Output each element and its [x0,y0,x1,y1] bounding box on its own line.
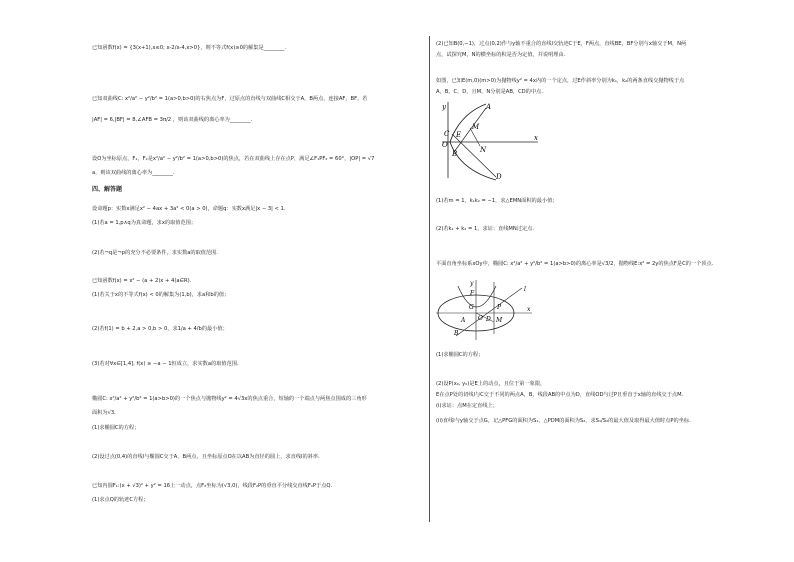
question-hyperbola-1: 已知双曲线C: x²/a² − y²/b² = 1(a>0,b>0)的右焦点为F，过原点的直线与双曲线C相交于A，B两点，连接AF，BF，若 [92,96,368,102]
fig1-label-x: x [534,134,538,142]
section-heading: 四、解答题 [92,186,123,193]
question-hyperbola-1b: |AF| = 6,|BF| = 8,∠AFB = 3π/2 ，则该双曲线的离心率为________. [92,117,253,123]
fig2-label-x: x [527,306,531,313]
fig2-label-f: F [470,290,475,297]
fig2-label-o: O [478,315,483,322]
fig2-label-a: A [461,317,466,324]
problem-6-part-2-ii: (ii)直线l与y轴交于点G，记△PFG的面积为S₁，△PDM的面积为S₂，求S₁/S₂的最大值及取得最大值时点P的坐标. [436,418,691,424]
fig2-label-y: y [470,280,474,287]
fig2-label-p: P [497,304,502,311]
problem-5-cont: A，B，C，D，且M，N分别是AB，CD的中点. [436,89,543,95]
fig1-label-d: D [496,173,502,181]
question-hyperbola-2: 设O为坐标原点，F₁，F₂是x²/a² − y²/b² = 1(a>0,b>0)的焦点，若在双曲线上存在点P，满足∠F₁PF₂ = 60°，|OP| = √7 [92,156,375,162]
problem-4: 已知内圆F₁:(x + √3)² + y² = 16上一动点，点F₂坐标为(√3,0)，线段F₂P的垂直平分线交直线F₁P于点Q. [92,483,333,489]
problem-4-part-2-cont: 点，试探究M，N的横坐标的积是否为定值，并说明理由. [436,52,566,58]
problem-6: 平面直角坐标系xOy中，椭圆C: x²/a² + y²/b² = 1(a>b>0)的离心率是√3/2，抛物线E:x² = 2y的焦点F是C的一个顶点. [436,261,714,267]
problem-3-part-2: (2)设过点(0,4)的直线l与椭圆C交于A，B两点，且坐标原点O在以AB为直径的圆上，求直线l的斜率. [92,454,320,460]
problem-5-part-2: (2)若k₁ + k₂ = 1，求证：直线MN过定点. [436,226,534,232]
problem-2: 已知函数f(x) = x² − (a + 2)x + 4(a∈R). [92,278,192,284]
problem-6-part-1: (1)求椭圆C的方程； [436,352,484,358]
problem-6-part-2: (2)设P(x₀, y₀)是E上的动点，且位于第一象限， [436,381,546,387]
fig2-label-d: D [486,316,491,323]
fig2-label-g: G [469,304,474,311]
question-hyperbola-2b: a，则该双曲线的离心率为________. [92,170,175,176]
fig2-label-b: B [454,330,459,337]
fig2-label-m: M [496,317,503,324]
problem-2-part-1: (1)若关于x的不等式f(x) < 0的解集为(1,b)，求a和b的值； [92,292,230,298]
problem-5-part-1: (1)若m = 1，k₁k₂ = −1，求△EMN面积的最小值； [436,198,558,204]
problem-3-part-1: (1)求椭圆C的方程； [92,425,140,431]
problem-4-part-1: (1)求点Q的轨迹C方程； [92,497,149,503]
problem-5: 如图，已知E(m,0)(m>0)为抛物线y² = 4x内的一个定点，过E作斜率分别为k₁，k₂的两条直线交抛物线于点 [436,78,685,84]
problem-3-cont: 面积为√3. [92,410,116,416]
problem-1-part-2: (2)若¬q是¬p的充分不必要条件，求实数a的取值范围. [92,250,219,256]
column-divider [429,36,430,522]
fig1-label-m: M [472,123,480,131]
fig1-label-a: A [486,103,492,111]
problem-2-part-2: (2)若f(1) = b + 2,a > 0,b > 0，求1/a + 4/b的最小值； [92,326,228,332]
problem-6-part-2-cont: E在点P处的切线l与C交于不同的两点A，B，线段AB的中点为D，直线OD与过P且垂直于x轴的直线交于点M. [436,392,684,398]
fig1-label-y: y [442,103,446,111]
question-piecewise: 已知函数f(x) = {3(x+1),x≤0; x-2/x-4,x>0}，则不等式f(x)≥0的解集是________. [92,45,287,51]
ellipse-figure [436,278,534,342]
problem-6-part-2-i: (i)求证：点M在定直线上； [436,403,498,409]
fig1-label-n: N [480,146,487,154]
parabola-figure [436,100,546,182]
fig2-label-l: l [524,286,526,293]
problem-1: 设命题p：实数x满足x² − 4ax + 3a² < 0(a > 0)，命题q：实数x满足|x − 3| < 1. [92,206,286,212]
fig1-label-b: B [452,150,458,158]
problem-1-part-1: (1)若a = 1,p∧q为真命题，求x的取值范围； [92,220,197,226]
problem-3: 椭圆C: x²/a² + y²/b² = 1(a>b>0)的一个焦点与抛物线y² = 4√3x的焦点重合，短轴的一个端点与两焦点围成的三角形 [92,396,367,402]
problem-2-part-3: (3)若对∀x∈[1,4], f(x) ≥ −a − 1恒成立，求实数a的取值范围. [92,361,239,367]
fig1-label-o: O [442,141,448,149]
problem-4-part-2: (2)已知B(0,−1)，过点(0,2)作与y轴不重合的直线l交轨迹C于E，F两点，直线BE，BF分别与x轴交于M，N两 [436,41,687,47]
parabola-e [458,286,496,307]
fig1-label-e: E [456,131,462,139]
fig1-label-c: C [444,130,450,138]
